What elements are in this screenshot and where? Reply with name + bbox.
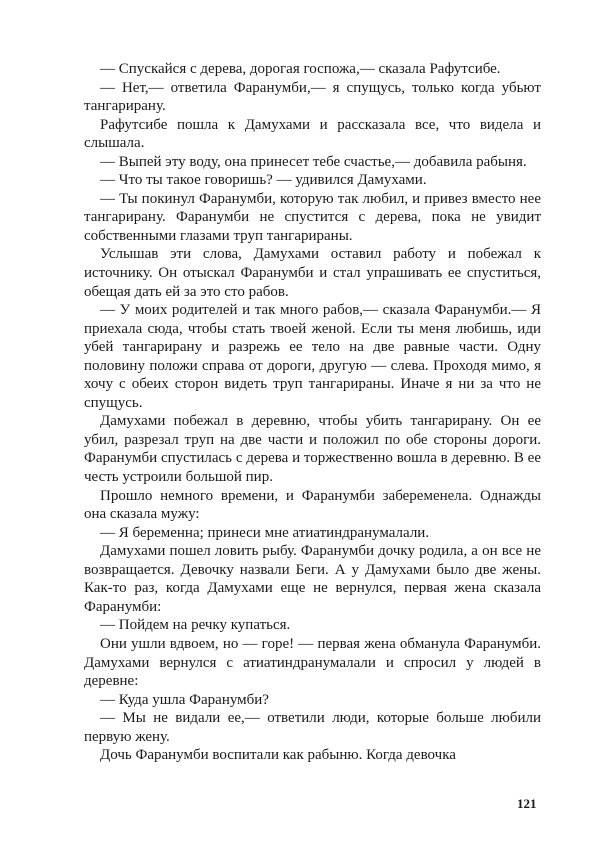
paragraph: Дамухами пошел ловить рыбу. Фаранумби дочку родила, а он все не возвращается. Девочку назвали Беги. А у Дамухами было две жены. Как-то раз, когда Дамухами еще не вернулся, первая жена сказала Фаранумби: xyxy=(84,543,541,615)
paragraph: — Нет,— ответила Фаранумби,— я спущусь, только когда убьют тангарирану. xyxy=(84,79,541,115)
paragraph: Дочь Фаранумби воспитали как рабыню. Когда девочка xyxy=(100,747,456,764)
paragraph: — Я беременна; принеси мне атиатиндранумалали. xyxy=(100,524,430,541)
paragraph: — Куда ушла Фаранумби? xyxy=(100,691,269,708)
paragraph: — Мы не видали ее,— ответили люди, которые больше любили первую жену. xyxy=(84,710,541,745)
paragraph: — У моих родителей и так много рабов,— сказала Фаранумби.— Я приехала сюда, чтобы стать твоей женой. Если ты меня любишь, иди убей тангарирану и разрежь ее тело на две равные части. Одну половину положи справа от дороги, другую — слева. Проходя мимо, я хочу с обеих сторон видеть труп тангарираны. Иначе я ни за что не спущусь. xyxy=(84,302,541,411)
paragraph: — Ты покинул Фаранумби, которую так любил, и привез вместо нее тангарирану. Фаранумби не спустится с дерева, пока не увидит собственными глазами труп тангарираны. xyxy=(84,190,541,244)
paragraph: Дамухами побежал в деревню, чтобы убить тангарирану. Он ее убил, разрезал труп на две части и положил по обе стороны дороги. Фаранумби спустилась с дерева и торжественно вошла в деревню. В ее честь устроили большой пир. xyxy=(84,413,541,486)
body-text xyxy=(84,60,541,765)
paragraph: — Спускайся с дерева, дорогая госпожа,— сказала Рафутсибе. xyxy=(100,61,501,77)
paragraph: — Что ты такое говоришь? — удивился Дамухами. xyxy=(100,172,427,189)
paragraph: — Выпей эту воду, она принесет тебе счастье,— добавила рабыня. xyxy=(100,153,527,170)
paragraph: Рафутсибе пошла к Дамухами и рассказала все, что видела и слышала. xyxy=(84,116,541,152)
paragraph: — Пойдем на речку купаться. xyxy=(100,617,291,634)
paragraph: Они ушли вдвоем, но — горе! — первая жена обманула Фаранумби. Дамухами вернулся с атиатиндранумалали и спросил у людей в деревне: xyxy=(84,635,541,690)
page-number: 121 xyxy=(517,796,537,811)
paragraph: Услышав эти слова, Дамухами оставил работу и побежал к источнику. Он отыскал Фаранумби и стал упрашивать ее спуститься, обещая дать ей за это сто рабов. xyxy=(84,246,541,300)
paragraph: Прошло немного времени, и Фаранумби забеременела. Однажды она сказала мужу: xyxy=(84,487,541,523)
